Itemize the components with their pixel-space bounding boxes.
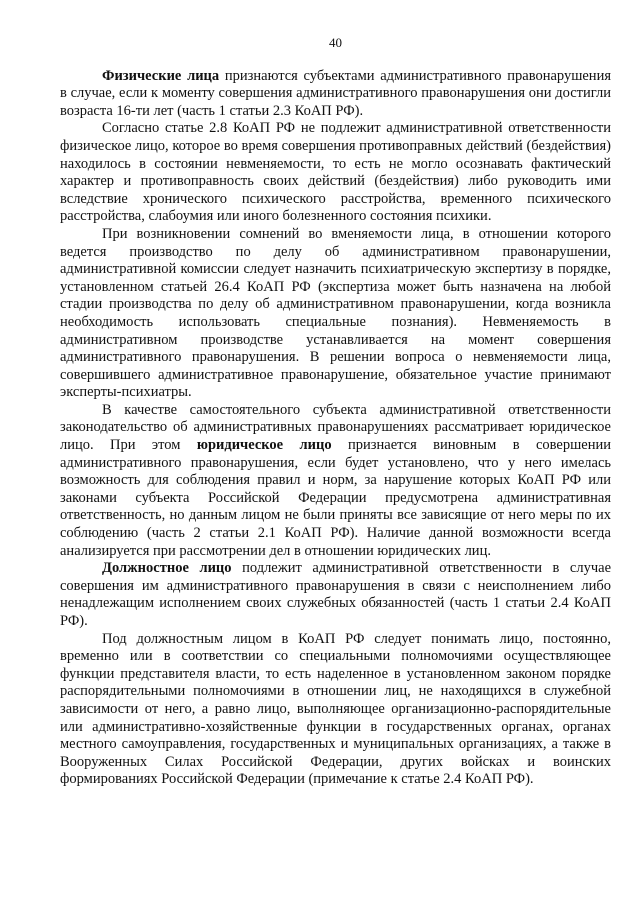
document-page (60, 34, 611, 789)
paragraph-physical-persons (60, 68, 611, 121)
paragraph-text: признаются субъектами административного правонарушения в случае, если к моменту совершения административного правонарушения они достигли возраста 16-ти лет (часть 1 статьи 2.3 КоАП РФ). (60, 67, 611, 119)
paragraph-text: признается виновным в совершении административного правонарушения, если будет установлено, что у него имелась возможность для соблюдения правил и норм, за нарушение которых КоАП РФ или законами субъекта Российской Федерации предусмотрена административная ответственность, но данным лицом не были приняты все зависящие от него меры по их соблюдению (часть 2 статьи 2.1 КоАП РФ). Наличие данной возможности всегда анализируется при рассмотрении дел в отношении юридических лиц. (60, 437, 611, 559)
paragraph-text: При возникновении сомнений во вменяемости лица, в отношении которого ведется производство по делу об административном правонарушении, административной комиссии следует назначить психиатрическую экспертизу в порядке, установленном статьей 26.4 КоАП РФ (экспертиза может быть назначена на любой стадии производства по делу об административном правонарушении, когда возникла необходимость использовать специальные познания). Невменяемость в административном производстве устанавливается на момент совершения административного правонарушения. В решении вопроса о невменяемости лица, совершившего административное правонарушение, обязательное участие принимают эксперты-психиатры. (60, 225, 611, 401)
paragraph-insanity (60, 120, 611, 226)
term-physical-persons: Физические лица (102, 67, 220, 84)
paragraph-official-definition (60, 631, 611, 789)
paragraph-text: Под должностным лицом в КоАП РФ следует понимать лицо, постоянно, временно или в соответствии со специальными полномочиями осуществляющее функции представителя власти, то есть наделенное в установленном законом порядке распорядительными полномочиями в отношении лиц, не находящихся в служебной зависимости от него, а равно лицо, выполняющее организационно-распорядительные или административно-хозяйственные функции в государственных органах, органах местного самоуправления, государственных и муниципальных организациях, а также в Вооруженных Силах Российской Федерации, других войсках и воинских формированиях Российской Федерации (примечание к статье 2.4 КоАП РФ). (60, 630, 611, 788)
paragraph-text: подлежит административной ответственности в случае совершения им административного правонарушения в связи с неисполнением либо ненадлежащим исполнением своих служебных обязанностей (часть 1 статьи 2.4 КоАП РФ). (60, 560, 612, 629)
paragraph-legal-entity (60, 402, 611, 560)
paragraph-official (60, 560, 611, 630)
term-official: Должностное лицо (102, 560, 232, 577)
paragraph-text: В качестве самостоятельного субъекта административной ответственности законодательство об административных правонарушениях рассматривает юридическое лицо. При этом (60, 401, 611, 454)
paragraph-text: Согласно статье 2.8 КоАП РФ не подлежит административной ответственности физическое лицо, которое во время совершения противоправных действий (бездействия) находилось в состоянии невменяемости, то есть не могло осознавать фактический характер и противоправность своих действий (бездействия) либо руководить ими вследствие хронического психического расстройства, временного психического расстройства, слабоумия или иного болезненного состояния психики. (60, 120, 611, 225)
paragraph-psychiatric-examination (60, 226, 611, 402)
term-legal-entity: юридическое лицо (196, 437, 332, 454)
page-number: 40 (329, 35, 342, 50)
